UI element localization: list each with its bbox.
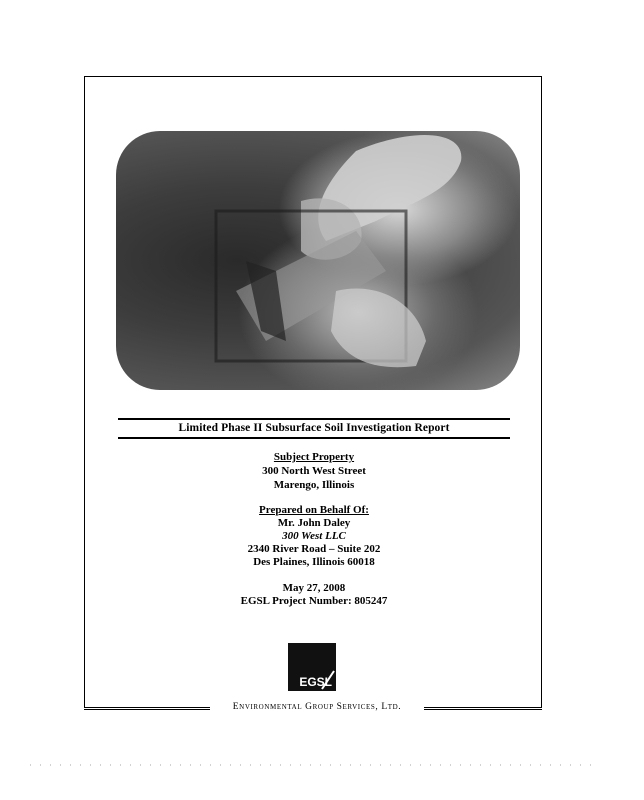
footer-rule-left [84,709,214,710]
project-number: EGSL Project Number: 805247 [240,595,388,607]
egsl-logo [288,643,336,691]
report-title: Limited Phase II Subsurface Soil Investigation Report [178,422,450,434]
logo-text: EGSL [299,675,332,689]
prepared-on-behalf-heading: Prepared on Behalf Of: [259,504,369,516]
title-rule-bottom [118,437,510,439]
footer-company-name: Environmental Group Services, Ltd. [210,702,424,712]
client-address-line2: Des Plaines, Illinois 60018 [253,556,375,568]
cover-photo [116,131,520,390]
subject-property-heading: Subject Property [273,451,355,463]
client-name: Mr. John Daley [277,517,351,529]
footer-rule-right [420,709,542,710]
scan-noise [0,764,644,766]
client-company: 300 West LLC [282,530,346,542]
client-address-line1: 2340 River Road – Suite 202 [247,543,381,555]
subject-address-line2: Marengo, Illinois [273,479,355,491]
cover-photo-graphic [116,131,520,390]
report-date: May 27, 2008 [282,582,346,594]
subject-address-line1: 300 North West Street [262,465,366,477]
title-rule-top [118,418,510,420]
